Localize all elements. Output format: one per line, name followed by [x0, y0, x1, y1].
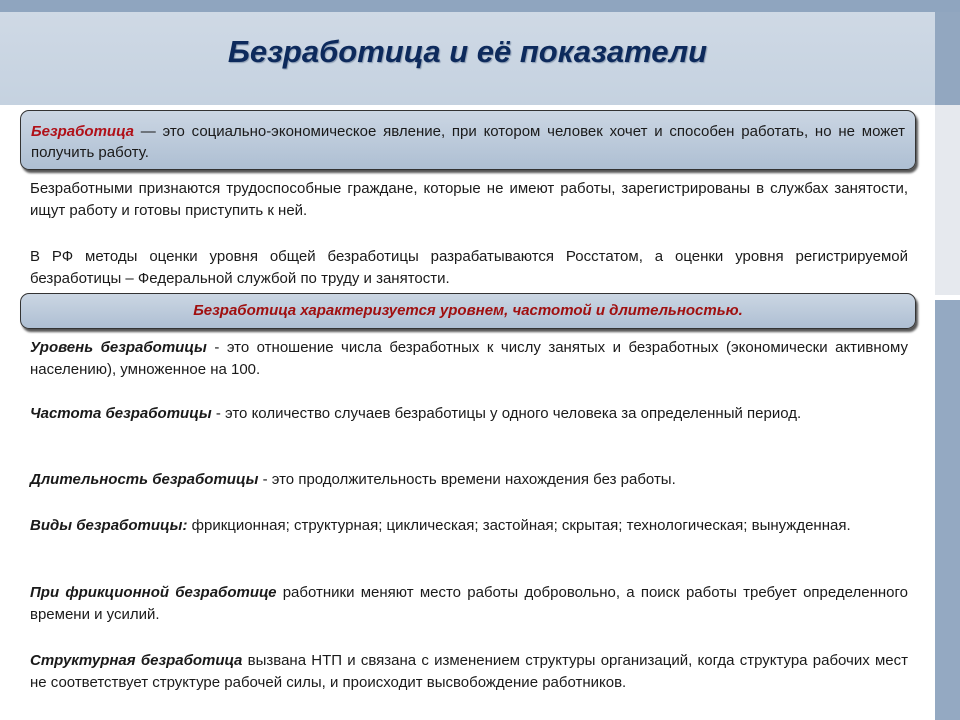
top-strip	[0, 0, 960, 12]
paragraph: В РФ методы оценки уровня общей безработицы разрабатываются Росстатом, а оценки уровня регистрируемой безработицы – Федеральной службой по труду и занятости.	[30, 248, 908, 287]
slide-title: Безработица и её показатели	[227, 34, 708, 69]
definition-text: — это социально-экономическое явление, при котором человек хочет и способен работать, но не может получить работу.	[31, 123, 905, 161]
item-text: - это отношение числа безработных к числу занятых и безработных (экономически активному населению), умноженное на 100.	[30, 339, 909, 378]
item-text: фрикционная; структурная; циклическая; застойная; скрытая; технологическая; вынужденная.	[187, 517, 851, 534]
item-text: работники меняют место работы добровольно, а поиск работы требует определенного времени и усилий.	[30, 584, 908, 623]
item	[30, 469, 908, 491]
right-strip	[935, 12, 960, 105]
item	[30, 515, 908, 537]
item	[30, 582, 908, 626]
item-term: Длительность безработицы	[30, 471, 259, 488]
definition-term: Безработица	[31, 123, 134, 140]
item	[30, 650, 908, 694]
item-text: - это количество случаев безработицы у одного человека за определенный период.	[211, 405, 802, 422]
highlight-box: Безработица характеризуется уровнем, частотой и длительностью.	[20, 293, 916, 329]
item	[30, 403, 908, 425]
paragraph: Безработными признаются трудоспособные граждане, которые не имеют работы, зарегистрированы в службах занятости, ищут работу и готовы приступить к ней.	[30, 180, 908, 219]
right-strip	[935, 300, 960, 720]
item	[30, 337, 908, 381]
item-text: - это продолжительность времени нахождения без работы.	[258, 471, 676, 488]
item-term: Структурная безработица	[30, 652, 243, 669]
item-term: Уровень безработицы	[30, 339, 207, 356]
item-term: Частота безработицы	[30, 405, 212, 422]
definition-box	[20, 110, 916, 170]
item-term: При фрикционной безработице	[30, 584, 277, 601]
right-strip	[935, 105, 960, 295]
item-term: Виды безработицы:	[30, 517, 188, 534]
item-text: вызвана НТП и связана с изменением структуры организаций, когда структура рабочих мест не соответствует структуре рабочей силы, и происходит высвобождение работников.	[30, 652, 908, 691]
